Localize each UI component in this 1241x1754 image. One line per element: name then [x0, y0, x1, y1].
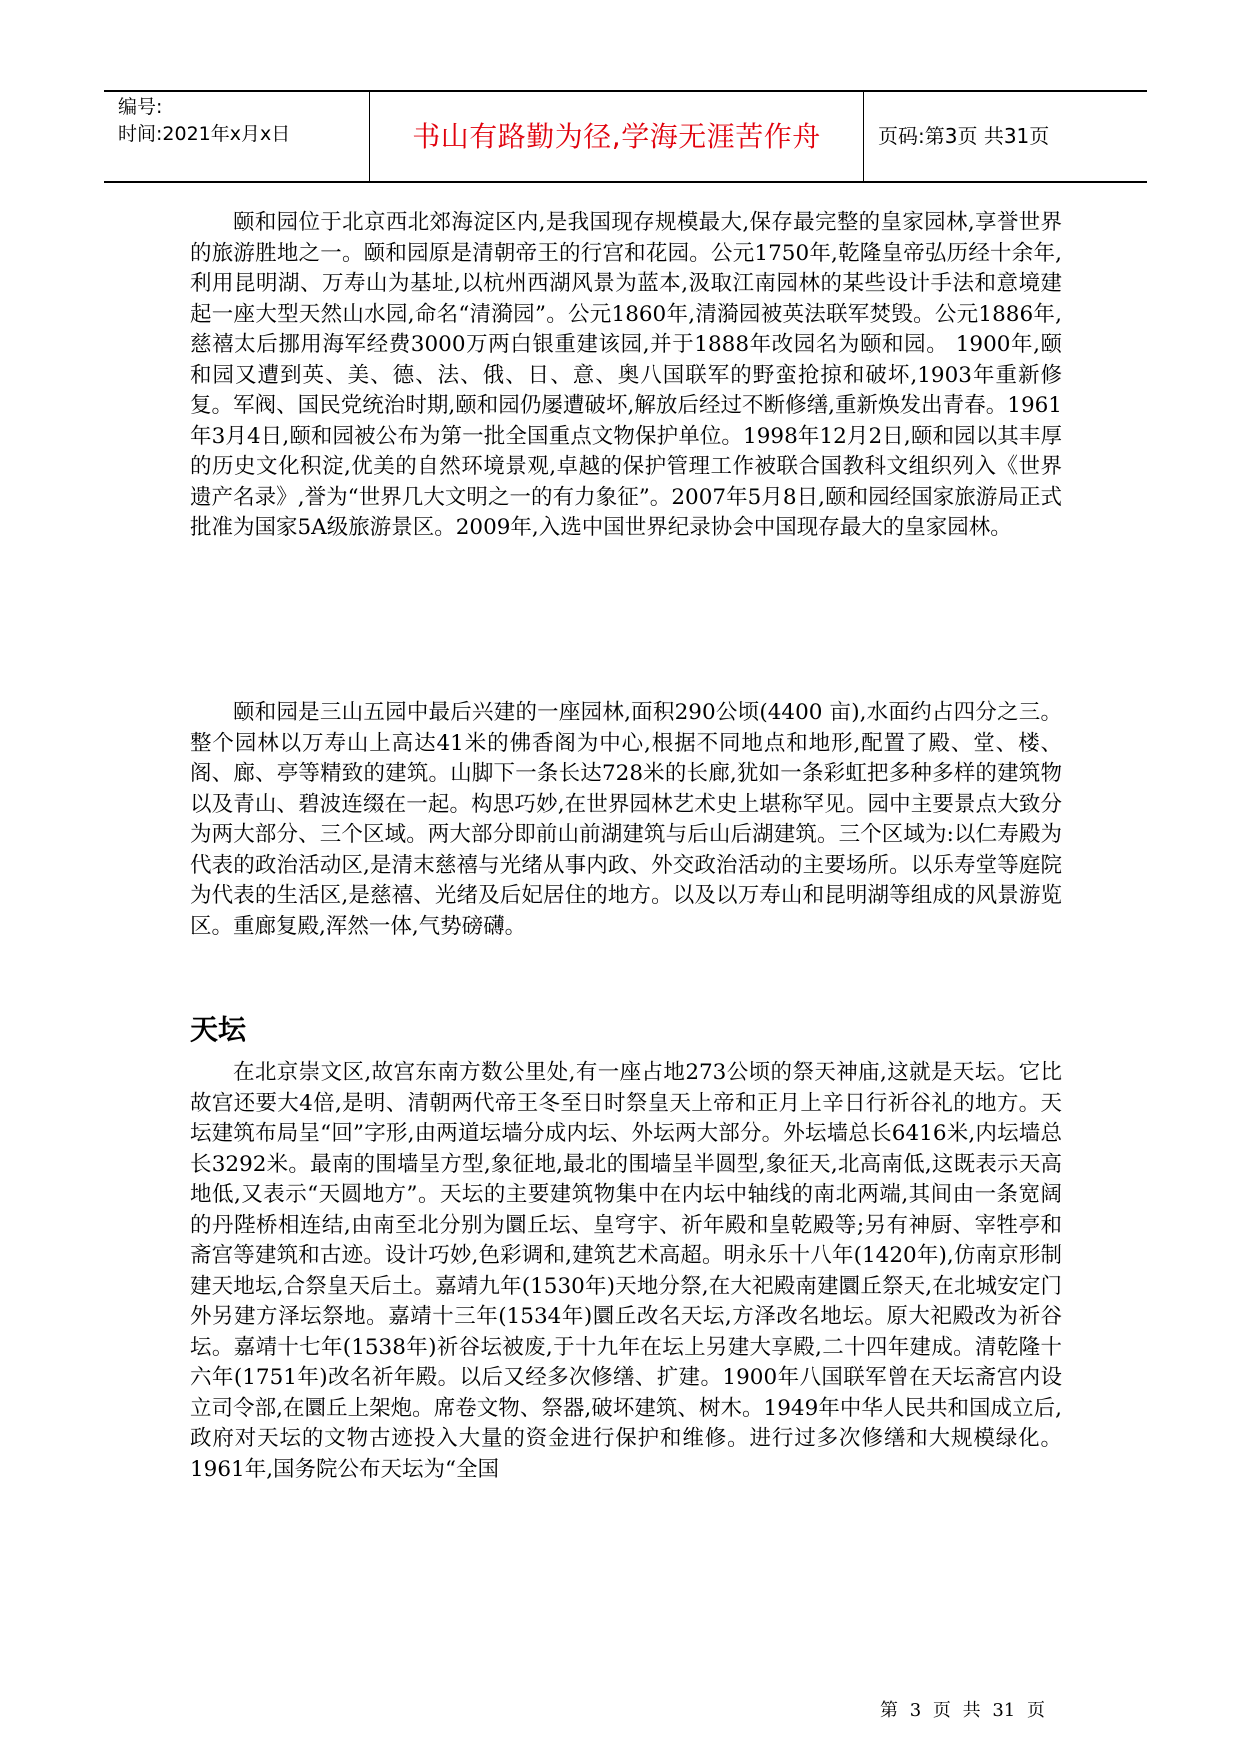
document-number-label: 编号:: [118, 96, 163, 118]
section-heading-temple-of-heaven: 天坛: [190, 1013, 247, 1046]
document-time-label: 时间:2021年x月x日: [118, 123, 291, 145]
paragraph-summer-palace-layout: 颐和园是三山五园中最后兴建的一座园林,面积290公顷(4400 亩),水面约占四分之三。整个园林以万寿山上高达41米的佛香阁为中心,根据不同地点和地形,配置了殿、堂、楼、阁、廊、亭等精致的建筑。山脚下一条长达728米的长廊,犹如一条彩虹把多种多样的建筑物以及青山、碧波连缀在一起。构思巧妙,在世界园林艺术史上堪称罕见。园中主要景点大致分为两大部分、三个区域。两大部分即前山前湖建筑与后山后湖建筑。三个区域为:以仁寿殿为代表的政治活动区,是清末慈禧与光绪从事内政、外交政治活动的主要场所。以乐寿堂等庭院为代表的生活区,是慈禧、光绪及后妃居住的地方。以及以万寿山和昆明湖等组成的风景游览区。重廊复殿,浑然一体,气势磅礴。: [190, 700, 1062, 939]
page-header: [104, 90, 1147, 183]
paragraph-temple-of-heaven: 在北京崇文区,故宫东南方数公里处,有一座占地273公顷的祭天神庙,这就是天坛。它比故宫还要大4倍,是明、清朝两代帝王冬至日时祭皇天上帝和正月上辛日行祈谷礼的地方。天坛建筑布局呈“回”字形,由两道坛墙分成内坛、外坛两大部分。外坛墙总长6416米,内坛墙总长3292米。最南的围墙呈方型,象征地,最北的围墙呈半圆型,象征天,北高南低,这既表示天高地低,又表示“天圆地方”。天坛的主要建筑物集中在内坛中轴线的南北两端,其间由一条宽阔的丹陛桥相连结,由南至北分别为圜丘坛、皇穹宇、祈年殿和皇乾殿等;另有神厨、宰牲亭和斋宫等建筑和古迹。设计巧妙,色彩调和,建筑艺术高超。明永乐十八年(1420年),仿南京形制建天地坛,合祭皇天后土。嘉靖九年(1530年)天地分祭,在大祀殿南建圜丘祭天,在北城安定门外另建方泽坛祭地。嘉靖十三年(1534年)圜丘改名天坛,方泽改名地坛。原大祀殿改为祈谷坛。嘉靖十七年(1538年)祈谷坛被废,于十九年在坛上另建大享殿,二十四年建成。清乾隆十六年(1751年)改名祈年殿。以后又经多次修缮、扩建。1900年八国联军曾在天坛斋宫内设立司令部,在圜丘上架炮。席卷文物、祭器,破坏建筑、树木。1949年中华人民共和国成立后,政府对天坛的文物古迹投入大量的资金进行保护和维修。进行过多次修缮和大规模绿化。1961年,国务院公布天坛为“全国: [190, 1060, 1062, 1482]
page-footer: 第 3 页 共 31 页: [880, 1700, 1045, 1721]
header-page-info: 页码:第3页 共31页: [878, 124, 1050, 148]
header-motto: 书山有路勤为径,学海无涯苦作舟: [370, 92, 864, 181]
paragraph-summer-palace-history: 颐和园位于北京西北郊海淀区内,是我国现存规模最大,保存最完整的皇家园林,享誉世界的旅游胜地之一。颐和园原是清朝帝王的行宫和花园。公元1750年,乾隆皇帝弘历经十余年,利用昆明湖、万寿山为基址,以杭州西湖风景为蓝本,汲取江南园林的某些设计手法和意境建起一座大型天然山水园,命名“清漪园”。公元1860年,清漪园被英法联军焚毁。公元1886年,慈禧太后挪用海军经费3000万两白银重建该园,并于1888年改园名为颐和园。 1900年,颐和园又遭到英、美、德、法、俄、日、意、奥八国联军的野蛮抢掠和破坏,1903年重新修复。军阀、国民党统治时期,颐和园仍屡遭破坏,解放后经过不断修缮,重新焕发出青春。1961年3月4日,颐和园被公布为第一批全国重点文物保护单位。1998年12月2日,颐和园以其丰厚的历史文化积淀,优美的自然环境景观,卓越的保护管理工作被联合国教科文组织列入《世界遗产名录》,誉为“世界几大文明之一的有力象征”。2007年5月8日,颐和园经国家旅游局正式批准为国家5A级旅游景区。2009年,入选中国世界纪录协会中国现存最大的皇家园林。: [190, 210, 1062, 540]
header-meta: [104, 92, 370, 181]
